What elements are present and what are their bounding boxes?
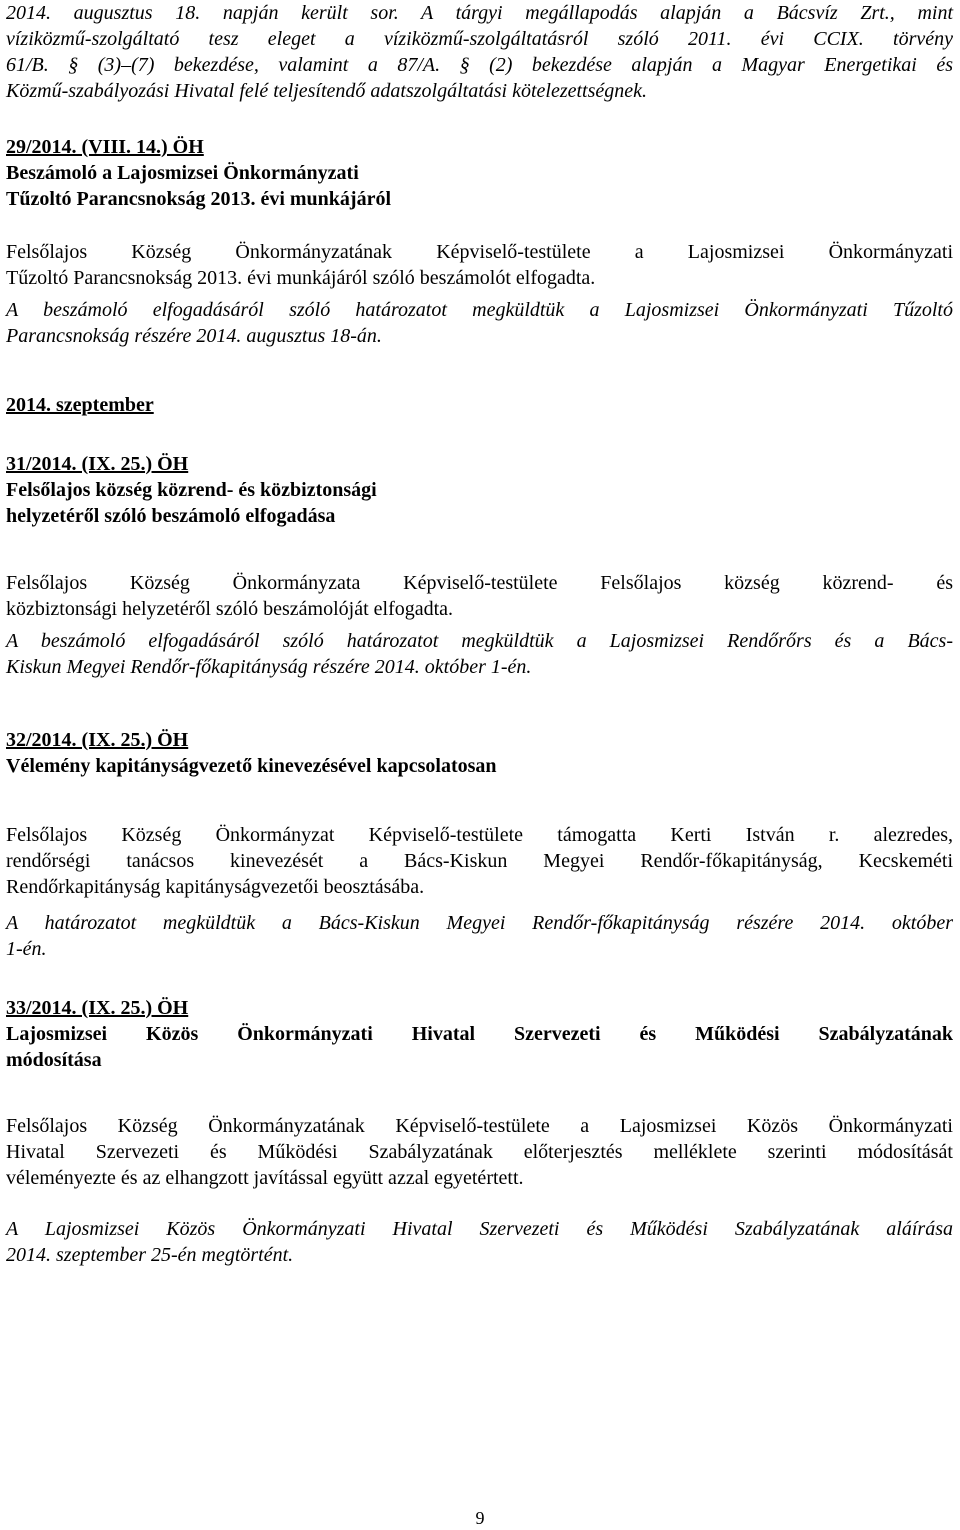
resolution-body-line: Hivatal Szervezeti és Működési Szabályzatának előterjesztés melléklete szerinti módosítását [6,1141,953,1163]
resolution-33-2014 [6,995,953,1268]
resolution-body [6,1113,953,1191]
intro-paragraph [6,0,953,104]
resolution-title-line: Tűzoltó Parancsnokság 2013. évi munkájáról [6,188,392,210]
resolution-body-line: Felsőlajos Község Önkormányzata Képviselő-testülete Felsőlajos község közrend- és [6,572,953,594]
intro-line: víziközmű-szolgáltató tesz eleget a víziközmű-szolgáltatásról szóló 2011. évi CCIX. törvény [6,28,953,50]
resolution-note [6,628,953,680]
resolution-title-line: Felsőlajos község közrend- és közbiztonsági [6,479,377,501]
resolution-note [6,1216,953,1268]
resolution-body [6,822,953,900]
resolution-note-line: A Lajosmizsei Közös Önkormányzati Hivatal Szervezeti és Működési Szabályzatának aláírása [6,1218,953,1240]
resolution-number: 32/2014. (IX. 25.) ÖH [6,729,189,751]
resolution-title-line: Vélemény kapitányságvezető kinevezésével kapcsolatosan [6,755,497,777]
resolution-title [6,160,953,212]
resolution-body [6,570,953,622]
resolution-note-line: 1-én. [6,938,47,960]
resolution-number: 33/2014. (IX. 25.) ÖH [6,997,189,1019]
intro-line: 2014. augusztus 18. napján került sor. A tárgyi megállapodás alapján a Bácsvíz Zrt., mint [6,2,953,24]
resolution-note-line: A határozatot megküldtük a Bács-Kiskun Megyei Rendőr-főkapitányság részére 2014. október [6,912,953,934]
resolution-body-line: rendőrségi tanácsos kinevezését a Bács-Kiskun Megyei Rendőr-főkapitányság, Kecskeméti [6,850,953,872]
resolution-body-line: Felsőlajos Község Önkormányzat Képviselő-testülete támogatta Kerti István r. alezredes, [6,824,953,846]
resolution-32-2014 [6,727,953,962]
resolution-note-line: Parancsnokság részére 2014. augusztus 18-án. [6,325,382,347]
intro-line: 61/B. § (3)–(7) bekezdése, valamint a 87/A. § (2) bekezdése alapján a Magyar Energetikai és [6,54,953,76]
resolution-title-line: Beszámoló a Lajosmizsei Önkormányzati [6,162,359,184]
resolution-number: 29/2014. (VIII. 14.) ÖH [6,136,204,158]
resolution-note-line: 2014. szeptember 25-én megtörtént. [6,1244,294,1266]
intro-line: Közmű-szabályozási Hivatal felé teljesítendő adatszolgáltatási kötelezettségnek. [6,80,648,102]
resolution-note [6,910,953,962]
resolution-body-line: Felsőlajos Község Önkormányzatának Képviselő-testülete a Lajosmizsei Közös Önkormányzati [6,1115,953,1137]
resolution-body-line: közbiztonsági helyzetéről szóló beszámolóját elfogadta. [6,598,454,620]
resolution-title [6,753,953,779]
resolution-body [6,239,953,291]
resolution-note-line: A beszámoló elfogadásáról szóló határozatot megküldtük a Lajosmizsei Önkormányzati Tűzoltó [6,299,953,321]
resolution-body-line: Rendőrkapitányság kapitányságvezetői beosztásába. [6,876,425,898]
resolution-title-line: helyzetéről szóló beszámoló elfogadása [6,505,336,527]
resolution-29-2014 [6,134,953,349]
resolution-body-line: véleményezte és az elhangzott javítással együtt azzal egyetértett. [6,1167,524,1189]
resolution-number: 31/2014. (IX. 25.) ÖH [6,453,189,475]
resolution-title-line: Lajosmizsei Közös Önkormányzati Hivatal Szervezeti és Működési Szabályzatának [6,1023,953,1045]
resolution-note [6,297,953,349]
resolution-body-line: Felsőlajos Község Önkormányzatának Képviselő-testülete a Lajosmizsei Önkormányzati [6,241,953,263]
resolution-title [6,1021,953,1073]
page-number: 9 [475,1508,485,1528]
month-heading: 2014. szeptember [6,394,154,416]
resolution-note-line: A beszámoló elfogadásáról szóló határozatot megküldtük a Lajosmizsei Rendőrőrs és a Bács- [6,630,953,652]
resolution-title-line: módosítása [6,1049,102,1071]
resolution-title [6,477,953,529]
resolution-31-2014 [6,451,953,680]
resolution-body-line: Tűzoltó Parancsnokság 2013. évi munkájáról szóló beszámolót elfogadta. [6,267,596,289]
resolution-note-line: Kiskun Megyei Rendőr-főkapitányság részére 2014. október 1-én. [6,656,532,678]
